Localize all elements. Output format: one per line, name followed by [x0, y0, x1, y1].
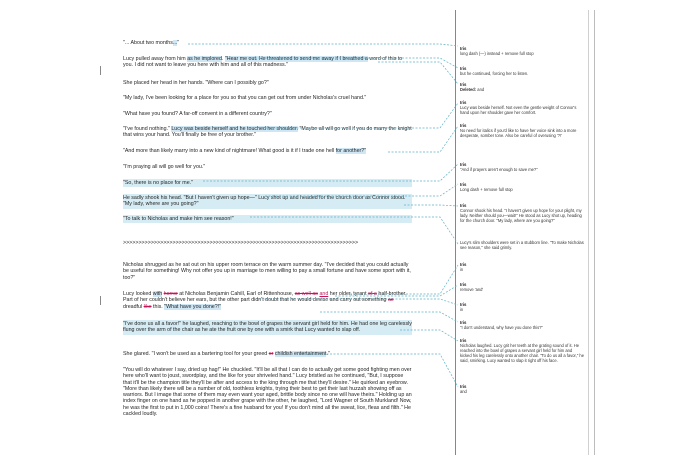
deleted-text[interactable]: as [387, 297, 394, 304]
paragraph[interactable] [123, 320, 412, 335]
comment-text: Long dash + remove full stop [460, 187, 513, 193]
paragraph[interactable] [123, 215, 412, 223]
comment-text: and [460, 389, 467, 395]
paragraph-text: She glared. "I won't be used as a bartering tool for your greed [123, 351, 269, 357]
comment-balloon[interactable] [460, 302, 584, 312]
comment-text: "I don't understand, why have you done this?" [460, 325, 543, 331]
paragraph-text: She placed her head in her hands. "Where can I possibly go?" [123, 80, 269, 86]
comment-label: Deleted: [460, 87, 477, 93]
comment-balloon[interactable] [460, 182, 584, 192]
pane-right-edge [594, 10, 595, 455]
deleted-text[interactable]: as well as [294, 291, 318, 297]
paragraph-text: at Nicholas Benjamin Cahill, Earl of Rittenhouse, [177, 291, 295, 297]
paragraph[interactable] [123, 179, 412, 187]
paragraph-text: "My lady, I've been looking for a place for you so that you can get out from under Nicholas's cruel hand." [123, 95, 367, 101]
paragraph[interactable] [123, 291, 412, 310]
paragraph[interactable] [123, 367, 412, 417]
paragraph-text: "And more than likely marry into a new kind of nightmare! What good is it if I trade one hell [123, 148, 336, 154]
commented-text[interactable]: as he implored [187, 56, 222, 62]
paragraph-text: Lucy looked [123, 291, 153, 297]
paragraph-text: "I'm praying all will go well for you." [123, 164, 206, 170]
paragraph-text: "I've done us all a favor!" he laughed, reaching to the bowl of grapes the servant girl held for him. He had one leg carelessly flung over the arm of the chair as he ate the fruit one by one with a smirk that Lucy wanted to slap off. [123, 321, 412, 334]
comment-author: Iris [460, 302, 467, 307]
comment-author: Iris [460, 203, 467, 208]
change-bar [100, 296, 101, 305]
paragraph[interactable] [123, 95, 412, 101]
paragraph-text: Lucy pulled away from him [123, 56, 188, 62]
commented-text[interactable]: for another?" [335, 148, 367, 154]
paragraph[interactable] [123, 40, 412, 46]
paragraph-text: "Maybe all will go well if you do marry the knight that wins your hand. You'll finally be free of your brother." [123, 126, 412, 139]
comment-text: Lucy's slim shoulders were set in a stubborn line. "To make Nicholas see reason," she said grimly. [460, 240, 584, 251]
comment-text: in [460, 307, 464, 313]
comment-author: Iris [460, 100, 467, 105]
comment-author: Iris [460, 82, 467, 87]
comment-author: Iris [460, 338, 467, 343]
comment-text: Connor shook his head. "I haven't given up hope for your plight, my lady. Neither should you—wait!" He stood as Lucy shot up, heading for the church door. "My lady, where are you going?" [460, 208, 582, 224]
comment-text: and [476, 87, 485, 93]
comment-balloon[interactable] [460, 320, 584, 330]
paragraph[interactable] [123, 351, 412, 357]
comment-author: Iris [460, 282, 467, 287]
comment-text: "And if prayers aren't enough to save me?" [460, 167, 538, 173]
deleted-text[interactable]: like [143, 303, 152, 310]
paragraph[interactable] [123, 56, 412, 69]
paragraph-text: "... About two months [123, 40, 173, 46]
comment-balloon[interactable] [460, 282, 584, 292]
paragraph[interactable] [123, 262, 412, 281]
comment-author: Iris [460, 182, 467, 187]
paragraph-text: "You will do whatever I say, dried up hag!" He chuckled. "It'll be all that I can do to actually get some good fighting men over here who'll want to joust, swordplay, and the like for your shriveled hand." Lucy bristled as he continued, "But, I suppose that it'll be the champion title they'll be after and access to the king through me that they'll desire." He quirked an eyebrow. "More than likely there will be a number of old, toothless knights, trying their best to get their last huzzah showing off as warriors. But I image that some of them may even want your aged, brittle body since no one will have theirs." Holding up an index finger on one hand as he popped in another grape with the other, he laughed, "Lord Wagner of South Murkland! Now, he was the first to put in 1,000 coins! There's a fine husband for you! If you don't mind all the sweat, lice, fleas and filth." He cackled loudly. [123, 367, 412, 418]
comment-author: Iris [460, 162, 467, 167]
comment-author: Iris [460, 123, 467, 128]
comment-text: Lucy was beside herself. Not even the gentle weight of Connor's hand upon her shoulder gave her comfort. [460, 105, 577, 116]
paragraph-text: Nicholas shrugged as he sat out on his upper room terrace on the warm summer day. "I've decided that you could actually be useful for something! Why not offer you up in marriage to men willing to pay a small fortune and have some sport with it, too?" [123, 262, 411, 281]
comment-balloon[interactable] [460, 46, 584, 56]
paragraph[interactable] [123, 126, 412, 139]
inserted-text[interactable]: and [319, 291, 329, 297]
paragraph-text: " [177, 40, 180, 46]
comment-author: Iris [460, 384, 467, 389]
commented-text[interactable]: Lucy was beside herself and he touched her shoulder. [171, 126, 298, 132]
commented-text[interactable]: childish entertainment [274, 351, 327, 357]
comment-text: No need for italics if you'd like to have her voice sink into a more desperate, somber tone. Also be careful of overusing '?!' [460, 128, 577, 139]
comment-balloon[interactable] [460, 66, 584, 76]
paragraph[interactable] [123, 194, 412, 209]
paragraph-text: half-brother. Part of her couldn't believe her ears, but the other part didn't doubt that he would devise and carry out something [123, 291, 407, 304]
comment-text: but he continued, forcing her to listen. [460, 71, 529, 77]
commented-text[interactable]: ... [172, 40, 178, 46]
paragraph[interactable] [123, 111, 412, 117]
comment-balloon[interactable] [460, 262, 584, 272]
paragraph-text: . [221, 56, 225, 62]
comment-balloon[interactable] [460, 203, 584, 223]
comment-text: in [460, 267, 464, 273]
commented-text[interactable]: "Hear me out. He threatened to send me away if I breathed a [224, 56, 368, 62]
comment-author: Iris [460, 320, 467, 325]
comment-text: long dash (—) instead + remove full stop [460, 51, 534, 57]
paragraph-text: "So, there is no place for me." [123, 180, 194, 186]
paragraph-text: "To talk to Nicholas and make him see reason!" [123, 216, 234, 222]
comment-balloon[interactable] [460, 162, 584, 172]
change-bar [100, 66, 101, 75]
comment-balloon[interactable] [460, 240, 584, 250]
paragraph-text: ." [326, 351, 330, 357]
deleted-text[interactable]: of a [368, 291, 377, 297]
paragraph-text: He sadly shook his head. "But I haven't given up hope—" Lucy shot up and headed for the church door as Connor stood. "My lady, where are you going?" [123, 195, 406, 208]
paragraph-text: >>>>>>>>>>>>>>>>>>>>>>>>>>>>>>>>>>>>>>>>>>>>>>>>>>>>>>>>>>>>>>>>>>>>>>>>>>>> [123, 240, 359, 246]
comment-text: Nicholas laughed. Lucy grit her teeth at the grating sound of it. He reached into the bowl of grapes a servant girl held for him and kicked his leg carelessly onto another chair. "To do us all a favor," he said, smirking. Lucy wanted to slap it right off his face. [460, 343, 584, 364]
paragraph-text: this. [151, 303, 165, 310]
paragraph[interactable] [123, 148, 412, 154]
comment-balloon[interactable] [460, 384, 584, 394]
comment-author: Iris [460, 46, 467, 51]
comment-balloon[interactable] [460, 123, 584, 138]
paragraph-text: word of this to you. I did not want to leave you here with him and all of this madness." [123, 56, 403, 69]
paragraph[interactable] [123, 80, 412, 86]
paragraph-text: "What have you found? A far-off convent in a different country?" [123, 111, 272, 117]
comment-balloon[interactable] [460, 100, 584, 115]
comment-author: Iris [460, 66, 467, 71]
comment-text: remove 'and' [460, 287, 484, 293]
deleted-text[interactable]: horror [163, 291, 178, 297]
commented-text[interactable]: "What have you done?!" [164, 303, 222, 310]
paragraph-text: her older, tyrant [328, 291, 369, 297]
deleted-text[interactable]: or [268, 351, 274, 357]
paragraph-text: dreadful [123, 303, 144, 310]
comment-balloon[interactable] [460, 82, 584, 92]
comment-author: Iris [460, 262, 467, 267]
paragraph[interactable] [123, 164, 412, 170]
paragraph[interactable] [123, 240, 412, 246]
paragraph-text: "I've found nothing." [123, 126, 172, 132]
commented-text[interactable]: with [152, 291, 163, 297]
comment-balloon[interactable] [460, 338, 584, 363]
